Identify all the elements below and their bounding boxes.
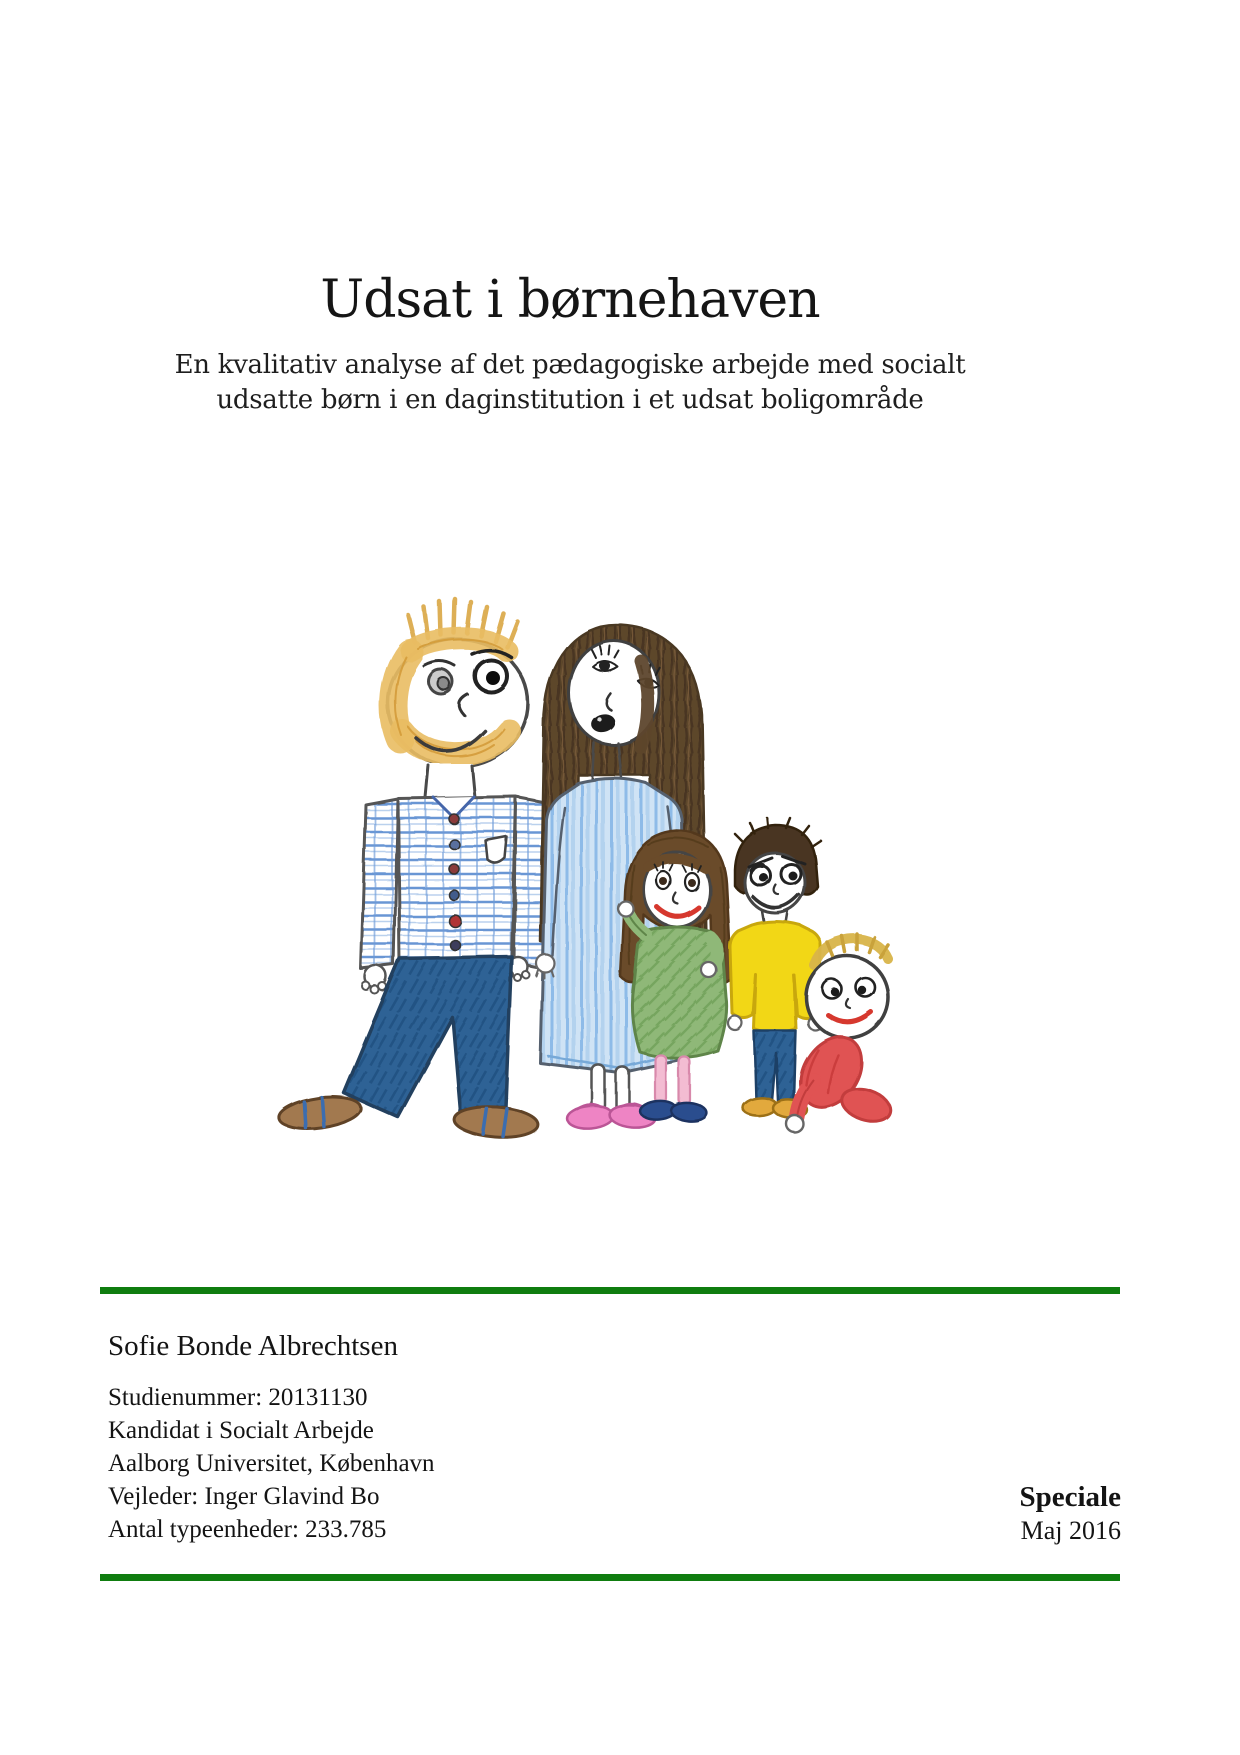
page-subtitle — [50, 348, 1090, 418]
title-block — [50, 268, 1090, 418]
info-supervisor: Vejleder: Inger Glavind Bo — [108, 1483, 380, 1510]
thesis-info-block — [108, 1381, 435, 1546]
thesis-date: Maj 2016 — [1020, 1516, 1121, 1545]
info-character-count: Antal typeenheder: 233.785 — [108, 1516, 387, 1543]
author-name: Sofie Bonde Albrechtsen — [108, 1330, 398, 1362]
family-drawing — [248, 545, 908, 1140]
divider-bottom — [100, 1574, 1120, 1581]
info-degree: Kandidat i Socialt Arbejde — [108, 1417, 374, 1444]
page-title: Udsat i børnehaven — [320, 270, 820, 330]
info-student-number: Studienummer: 20131130 — [108, 1384, 368, 1411]
divider-top — [100, 1287, 1120, 1294]
subtitle-line-2: udsatte børn i en daginstitution i et udsat boligområde — [216, 385, 924, 415]
thesis-type: Speciale — [1019, 1481, 1121, 1513]
info-university: Aalborg Universitet, København — [108, 1450, 435, 1477]
subtitle-line-1: En kvalitativ analyse af det pædagogiske arbejde med socialt — [174, 350, 966, 380]
daughter-figure — [619, 831, 732, 1123]
father-figure — [277, 599, 548, 1140]
thesis-meta-block — [1020, 1481, 1122, 1547]
